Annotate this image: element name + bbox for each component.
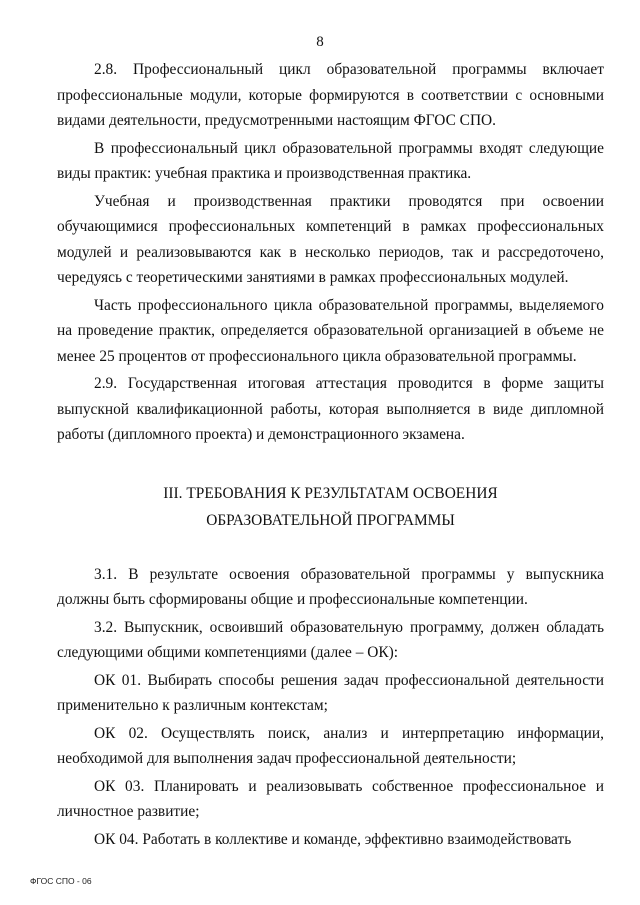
paragraph-practice-share: Часть профессионального цикла образовательной программы, выделяемого на проведение практик, определяется образовательной организацией в объеме не менее 25 процентов от профессионального цикла образовательной программы. [57,296,604,365]
paragraph-3-2: 3.2. Выпускник, освоивший образовательную программу, должен обладать следующими общими компетенциями (далее – ОК): [57,618,604,661]
page-number: 8 [316,34,324,50]
document-footer: ФГОС СПО - 06 [30,876,92,886]
section-heading [57,480,604,534]
section-heading-line1: III. ТРЕБОВАНИЯ К РЕЗУЛЬТАТАМ ОСВОЕНИЯ [163,484,498,502]
paragraph-2-9: 2.9. Государственная итоговая аттестация проводится в форме защиты выпускной квалификационной работы, которая выполняется в виде дипломной работы (дипломного проекта) и демонстрационного экзамена. [57,375,604,443]
competence-ok-02: ОК 02. Осуществлять поиск, анализ и интерпретацию информации, необходимой для выполнения задач профессиональной деятельности; [57,724,604,767]
paragraph-3-1: 3.1. В результате освоения образовательной программы у выпускника должны быть сформированы общие и профессиональные компетенции. [57,565,604,608]
paragraph-2-8: 2.8. Профессиональный цикл образовательной программы включает профессиональные модули, которые формируются в соответствии с основными видами деятельности, предусмотренными настоящим ФГОС СПО. [57,61,604,129]
section-heading-line2: ОБРАЗОВАТЕЛЬНОЙ ПРОГРАММЫ [206,511,455,529]
competence-ok-03: ОК 03. Планировать и реализовывать собственное профессиональное и личностное развитие; [57,777,604,820]
paragraph-practice-types: В профессиональный цикл образовательной программы входят следующие виды практик: учебная практика и производственная практика. [57,139,604,182]
document-body [57,57,604,854]
competence-ok-04: ОК 04. Работать в коллективе и команде, эффективно взаимодействовать [94,830,572,848]
competence-ok-01: ОК 01. Выбирать способы решения задач профессиональной деятельности применительно к различным контекстам; [57,671,604,714]
paragraph-practice-conduct: Учебная и производственная практики проводятся при освоении обучающимися профессиональных компетенций в рамках профессиональных модулей и реализовываются как в несколько периодов, так и рассредоточено, чередуясь с теоретическими занятиями в рамках профессиональных модулей. [57,192,604,286]
